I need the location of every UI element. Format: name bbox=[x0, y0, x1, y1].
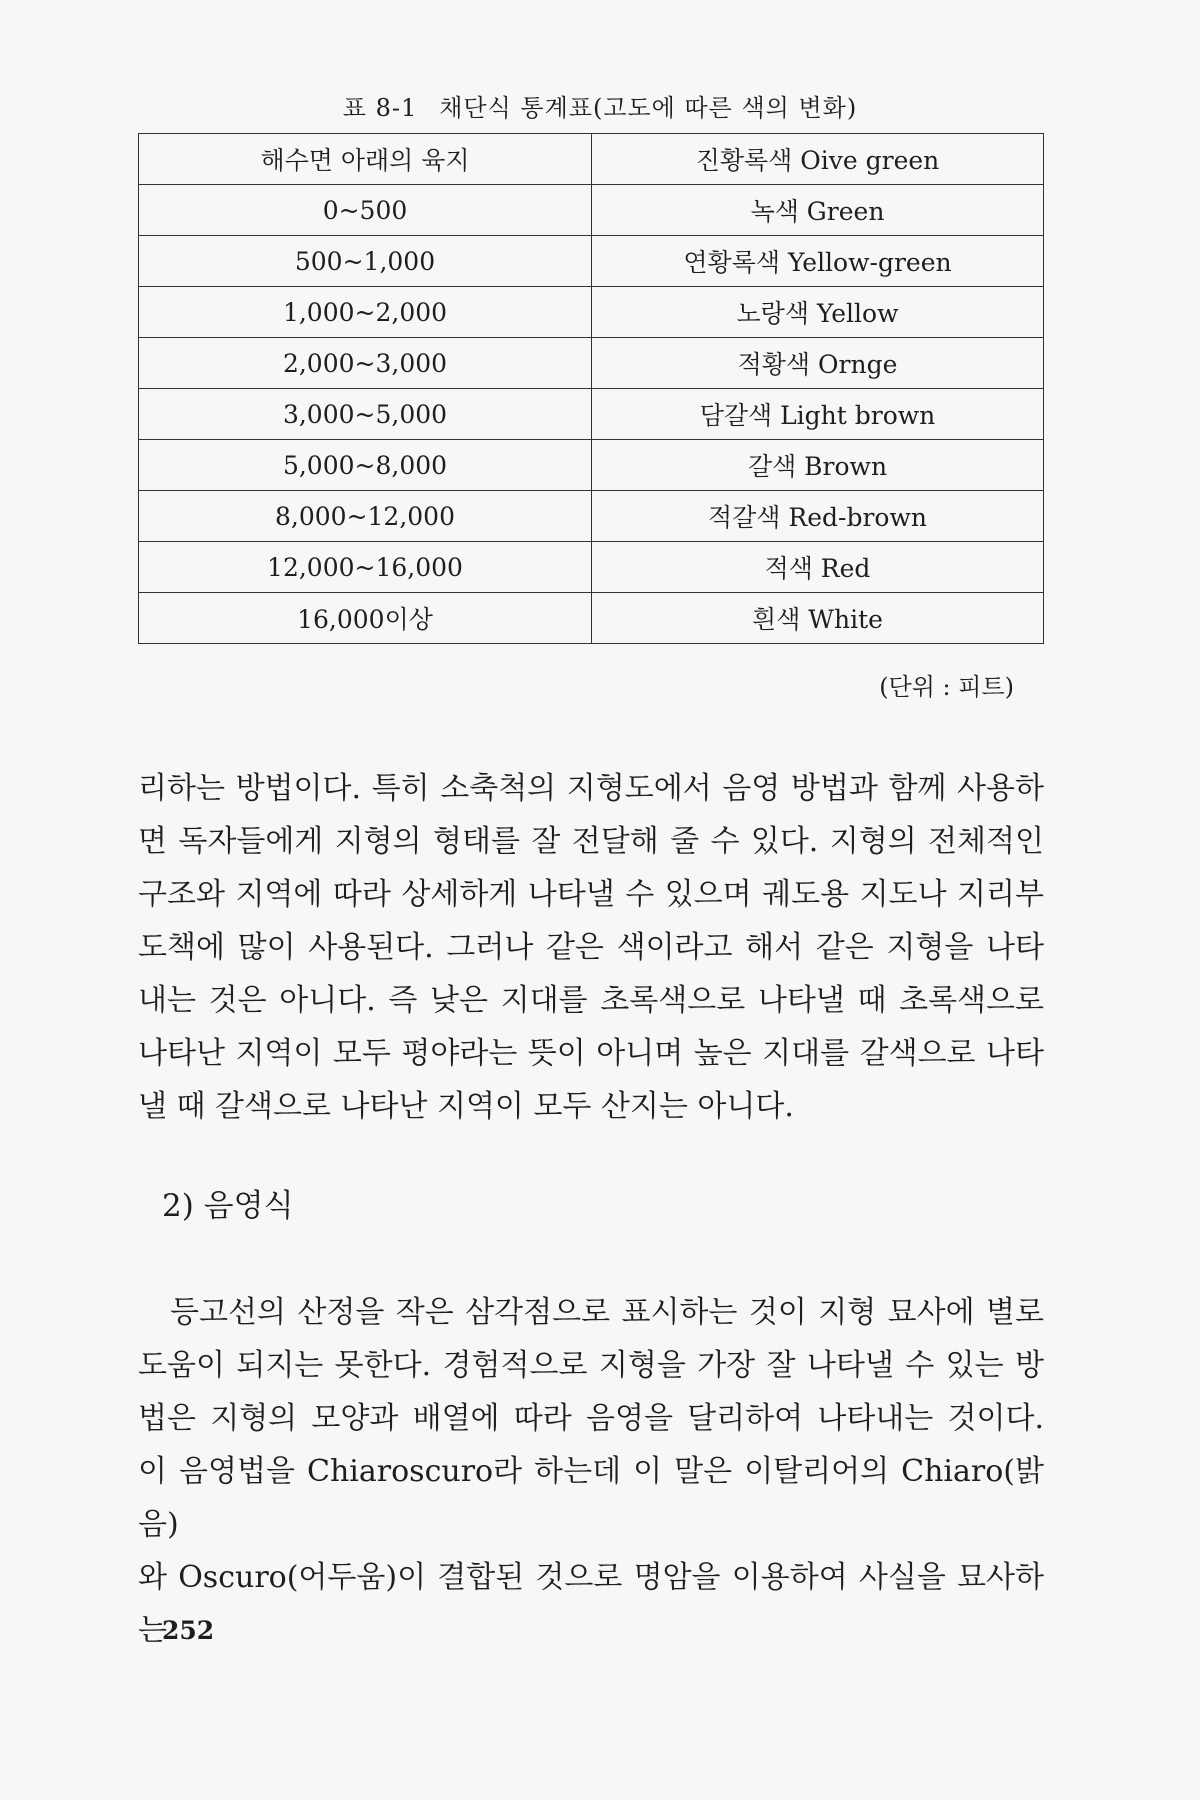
text-line: 구조와 지역에 따라 상세하게 나타낼 수 있으며 궤도용 지도나 지리부 bbox=[138, 877, 1044, 912]
text-line: 리하는 방법이다. 특히 소축척의 지형도에서 음영 방법과 함께 사용하 bbox=[138, 771, 1044, 806]
text-line: 도움이 되지는 못한다. 경험적으로 지형을 가장 잘 나타낼 수 있는 방 bbox=[138, 1348, 1044, 1383]
color-name-cell: 녹색 Green bbox=[592, 185, 1044, 236]
color-name-cell: 노랑색 Yellow bbox=[592, 287, 1044, 338]
elevation-range-cell: 1,000~2,000 bbox=[139, 287, 592, 338]
color-name-cell: 연황록색 Yellow-green bbox=[592, 236, 1044, 287]
page-number: 252 bbox=[162, 1616, 215, 1645]
section-heading: 2) 음영식 bbox=[162, 1188, 294, 1224]
table-caption-number: 표 8-1 bbox=[342, 94, 418, 122]
body-paragraph-2 bbox=[138, 1286, 1044, 1657]
text-line: 와 Oscuro(어두움)이 결합된 것으로 명암을 이용하여 사실을 묘사하는 bbox=[138, 1560, 1044, 1648]
table-caption-text: 채단식 통계표(고도에 따른 색의 변화) bbox=[439, 94, 858, 122]
table-row bbox=[139, 389, 1044, 440]
table-unit-note: (단위 : 피트) bbox=[879, 673, 1014, 701]
text-line: 면 독자들에게 지형의 형태를 잘 전달해 줄 수 있다. 지형의 전체적인 bbox=[138, 824, 1044, 859]
text-line: 법은 지형의 모양과 배열에 따라 음영을 달리하여 나타내는 것이다. bbox=[138, 1401, 1044, 1436]
color-name-cell: 갈색 Brown bbox=[592, 440, 1044, 491]
elevation-range-cell: 3,000~5,000 bbox=[139, 389, 592, 440]
color-name-cell: 담갈색 Light brown bbox=[592, 389, 1044, 440]
color-name-cell: 진황록색 Oive green bbox=[592, 134, 1044, 185]
color-name-cell: 적황색 Ornge bbox=[592, 338, 1044, 389]
text-line: 도책에 많이 사용된다. 그러나 같은 색이라고 해서 같은 지형을 나타 bbox=[138, 930, 1044, 965]
text-line: 나타난 지역이 모두 평야라는 뜻이 아니며 높은 지대를 갈색으로 나타 bbox=[138, 1036, 1044, 1071]
table-row bbox=[139, 491, 1044, 542]
table-row bbox=[139, 287, 1044, 338]
table-row bbox=[139, 185, 1044, 236]
elevation-range-cell: 8,000~12,000 bbox=[139, 491, 592, 542]
body-paragraph-1 bbox=[138, 762, 1044, 1133]
elevation-range-cell: 500~1,000 bbox=[139, 236, 592, 287]
color-name-cell: 적갈색 Red-brown bbox=[592, 491, 1044, 542]
table-row bbox=[139, 236, 1044, 287]
text-line: 등고선의 산정을 작은 삼각점으로 표시하는 것이 지형 묘사에 별로 bbox=[170, 1295, 1044, 1330]
table-row bbox=[139, 134, 1044, 185]
table-row bbox=[139, 338, 1044, 389]
table-row bbox=[139, 440, 1044, 491]
text-line: 이 음영법을 Chiaroscuro라 하는데 이 말은 이탈리어의 Chiaro(밝음) bbox=[138, 1454, 1044, 1542]
elevation-range-cell: 해수면 아래의 육지 bbox=[139, 134, 592, 185]
elevation-range-cell: 5,000~8,000 bbox=[139, 440, 592, 491]
text-line: 낼 때 갈색으로 나타난 지역이 모두 산지는 아니다. bbox=[138, 1089, 794, 1124]
table-row bbox=[139, 593, 1044, 644]
table-caption bbox=[0, 88, 1200, 123]
elevation-range-cell: 16,000이상 bbox=[139, 593, 592, 644]
elevation-range-cell: 2,000~3,000 bbox=[139, 338, 592, 389]
elevation-color-table bbox=[138, 133, 1044, 644]
table-row bbox=[139, 542, 1044, 593]
color-name-cell: 흰색 White bbox=[592, 593, 1044, 644]
text-line: 내는 것은 아니다. 즉 낮은 지대를 초록색으로 나타낼 때 초록색으로 bbox=[138, 983, 1044, 1018]
elevation-range-cell: 12,000~16,000 bbox=[139, 542, 592, 593]
elevation-range-cell: 0~500 bbox=[139, 185, 592, 236]
color-name-cell: 적색 Red bbox=[592, 542, 1044, 593]
